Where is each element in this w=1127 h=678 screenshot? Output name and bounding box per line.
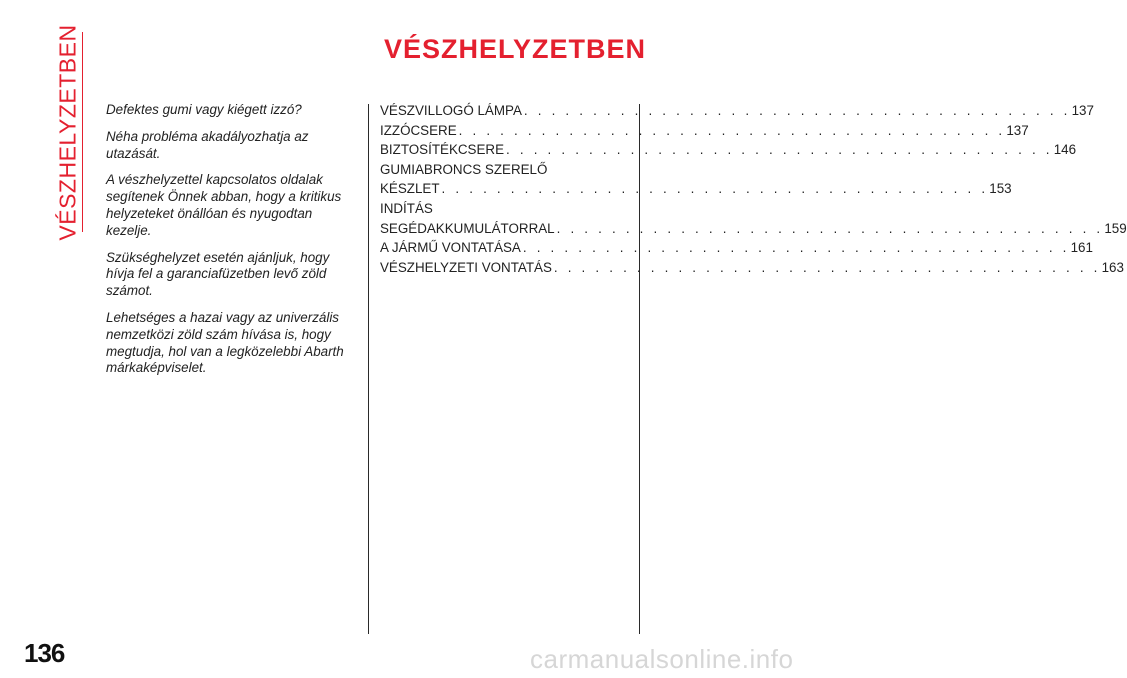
intro-paragraph: A vészhelyzettel kapcsolatos oldalak segítenek Önnek abban, hogy a kritikus helyzeteket önállóan és nyugodtan kezelje. <box>106 172 342 238</box>
toc-item-page: 163 <box>1101 259 1124 275</box>
toc-item[interactable] <box>380 258 1124 278</box>
toc-item-label-line: GUMIABRONCS SZERELŐ <box>380 161 548 177</box>
toc-item-page: 137 <box>1071 103 1094 118</box>
page-title: VÉSZHELYZETBEN <box>383 34 647 64</box>
toc-leader-dots: . . . . . . . . . . . . . . . . . . . . . . . . . . . . . . . . . . . . . . . . <box>556 220 1104 236</box>
toc-item[interactable] <box>380 199 1127 238</box>
toc-item-page: 153 <box>989 181 1012 197</box>
toc-leader-dots: . . . . . . . . . . . . . . . . . . . . . . . . . . . . . . . . . . . . . . . . <box>523 103 1071 118</box>
toc-item-page: 159 <box>1104 220 1127 236</box>
intro-paragraph: Defektes gumi vagy kiégett izzó? <box>106 102 302 117</box>
intro-paragraph: Lehetséges a hazai vagy az univerzális nemzetközi zöld szám hívása is, hogy megtudja, hol van a legközelebbi Abarth márkaképviselet. <box>106 309 344 376</box>
column-divider-left <box>368 104 369 634</box>
toc-item-label-line: INDÍTÁS <box>380 200 433 216</box>
toc-item[interactable] <box>380 101 1094 121</box>
toc-leader-dots: . . . . . . . . . . . . . . . . . . . . . . . . . . . . . . . . . . . . . . . . <box>441 181 989 197</box>
side-chapter-title <box>52 23 84 241</box>
toc-item-page: 137 <box>1006 122 1029 138</box>
toc-item-label: A JÁRMŰ VONTATÁSA <box>380 240 521 256</box>
toc-leader-dots: . . . . . . . . . . . . . . . . . . . . . . . . . . . . . . . . . . . . . . . . <box>458 122 1006 138</box>
watermark-text: carmanualsonline.info <box>530 644 794 674</box>
toc-item-page: 161 <box>1070 240 1093 256</box>
toc-item[interactable] <box>380 121 1029 141</box>
toc-item-label: BIZTOSÍTÉKCSERE <box>380 142 505 158</box>
toc-item-label: IZZÓCSERE <box>380 122 457 138</box>
toc-item[interactable] <box>380 160 1012 199</box>
toc-item[interactable] <box>380 238 1093 258</box>
toc-leader-dots: . . . . . . . . . . . . . . . . . . . . . . . . . . . . . . . . . . . . . . . . <box>522 240 1070 256</box>
table-of-contents <box>380 101 1127 277</box>
toc-item-label: VÉSZHELYZETI VONTATÁS <box>380 259 552 275</box>
intro-text <box>106 102 358 387</box>
toc-item-label: KÉSZLET <box>380 181 440 197</box>
side-chapter-title-text: VÉSZHELYZETBEN <box>54 23 81 241</box>
toc-leader-dots: . . . . . . . . . . . . . . . . . . . . . . . . . . . . . . . . . . . . . . . . <box>553 259 1101 275</box>
toc-leader-dots: . . . . . . . . . . . . . . . . . . . . . . . . . . . . . . . . . . . . . . . . <box>506 142 1053 158</box>
side-title-rule <box>82 32 83 232</box>
intro-paragraph: Szükséghelyzet esetén ajánljuk, hogy hívja fel a garanciafüzetben levő zöld számot. <box>106 249 330 299</box>
intro-paragraph: Néha probléma akadályozhatja az utazását. <box>106 128 309 161</box>
toc-item-label: VÉSZVILLOGÓ LÁMPA <box>380 103 522 118</box>
page-number: 136 <box>24 638 65 668</box>
toc-item[interactable] <box>380 140 1077 160</box>
toc-item-page: 146 <box>1053 142 1077 158</box>
toc-item-label: SEGÉDAKKUMULÁTORRAL <box>380 220 555 236</box>
